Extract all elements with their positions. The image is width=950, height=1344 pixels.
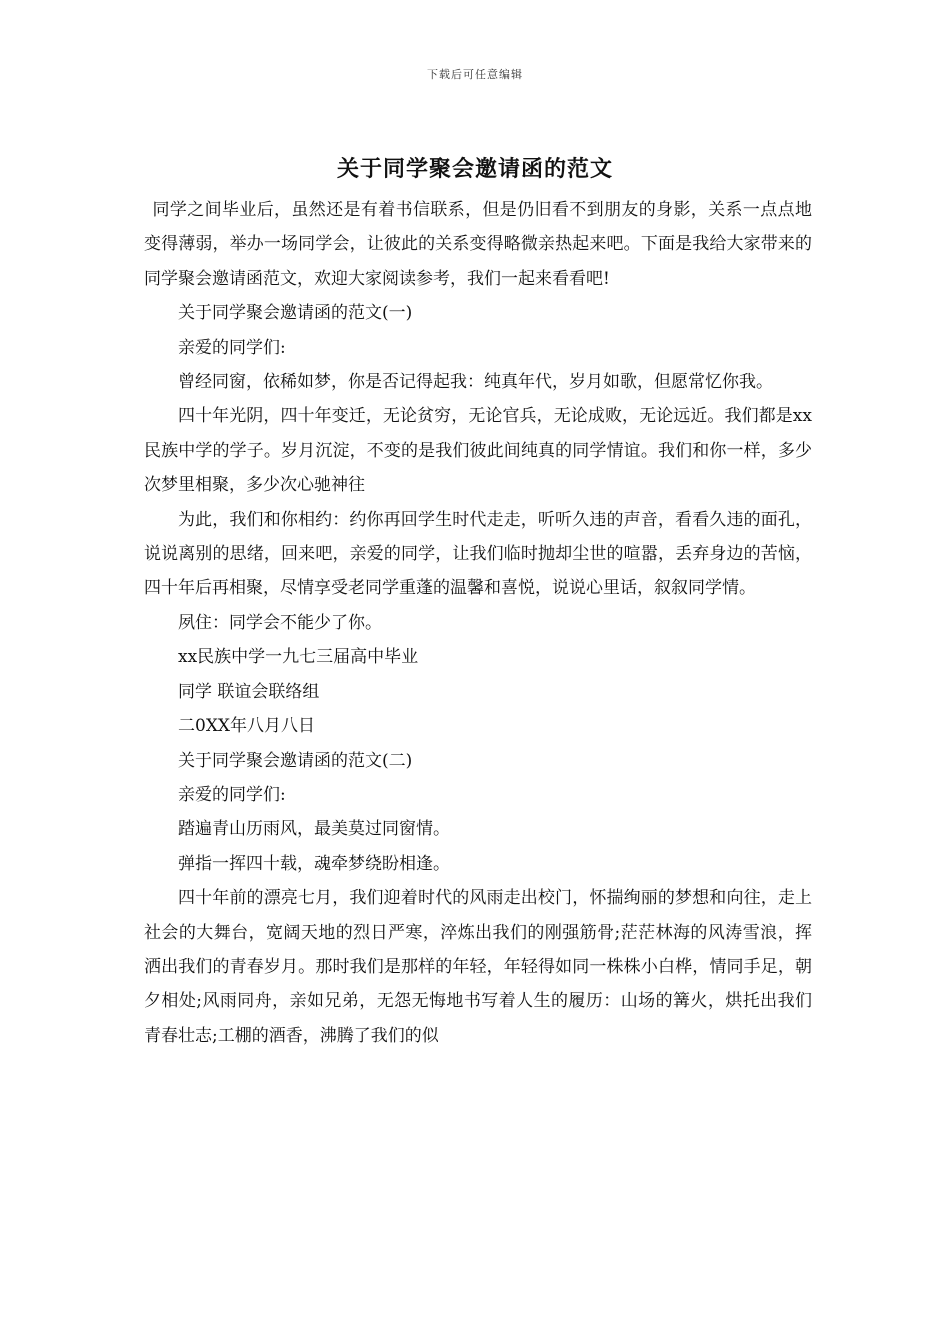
date-line: 二0XX年八月八日: [178, 716, 316, 737]
intro-paragraph: 同学之间毕业后，虽然还是有着书信联系，但是仍旧看不到朋友的身影，关系一点点地变得薄弱，举办一场同学会，让彼此的关系变得略微亲热起来吧。下面是我给大家带来的同学聚会邀请函范文，欢迎大家阅读参考，我们一起来看看吧!: [144, 200, 812, 289]
body-paragraph: 曾经同窗，依稀如梦，你是否记得起我：纯真年代，岁月如歌，但愿常忆你我。: [178, 372, 773, 393]
closing-line: 夙住：同学会不能少了你。: [178, 612, 382, 633]
document-body: [144, 193, 812, 1053]
signature-line: 同学 联谊会联络组: [178, 681, 320, 702]
verse-line: 踏遍青山历雨风，最美莫过同窗情。: [178, 819, 450, 840]
body-paragraph: 为此，我们和你相约：约你再回学生时代走走，听听久违的声音，看看久违的面孔，说说离别的思绪，回来吧，亲爱的同学，让我们临时抛却尘世的喧嚣，丢弃身边的苦恼，四十年后再相聚，尽情享受老同学重蓬的温馨和喜悦，说说心里话，叙叙同学情。: [144, 509, 812, 599]
signature-line: xx民族中学一九七三届高中毕业: [178, 647, 419, 668]
body-paragraph: 四十年光阴，四十年变迁，无论贫穷，无论官兵，无论成败，无论远近。我们都是xx民族中学的学子。岁月沉淀，不变的是我们彼此间纯真的同学情谊。我们和你一样，多少次梦里相聚，多少次心驰神往: [144, 406, 812, 496]
section-heading-2: 关于同学聚会邀请函的范文(二): [178, 750, 413, 771]
salutation-1: 亲爱的同学们:: [178, 337, 286, 358]
document-title: 关于同学聚会邀请函的范文: [336, 156, 613, 182]
header-note: 下载后可任意编辑: [427, 68, 523, 81]
salutation-2: 亲爱的同学们:: [178, 784, 286, 805]
section-heading-1: 关于同学聚会邀请函的范文(一): [178, 303, 413, 324]
body-paragraph: 四十年前的漂亮七月，我们迎着时代的风雨走出校门，怀揣绚丽的梦想和向往，走上社会的大舞台，宽阔天地的烈日严寒，淬炼出我们的刚强筋骨;茫茫林海的风涛雪浪，挥洒出我们的青春岁月。那时我们是那样的年轻，年轻得如同一株株小白桦，情同手足，朝夕相处;风雨同舟，亲如兄弟，无怨无悔地书写着人生的履历：山场的篝火，烘托出我们青春壮志;工棚的酒香，沸腾了我们的似: [144, 888, 812, 1046]
verse-line: 弹指一挥四十载，魂牵梦绕盼相逢。: [178, 853, 450, 874]
